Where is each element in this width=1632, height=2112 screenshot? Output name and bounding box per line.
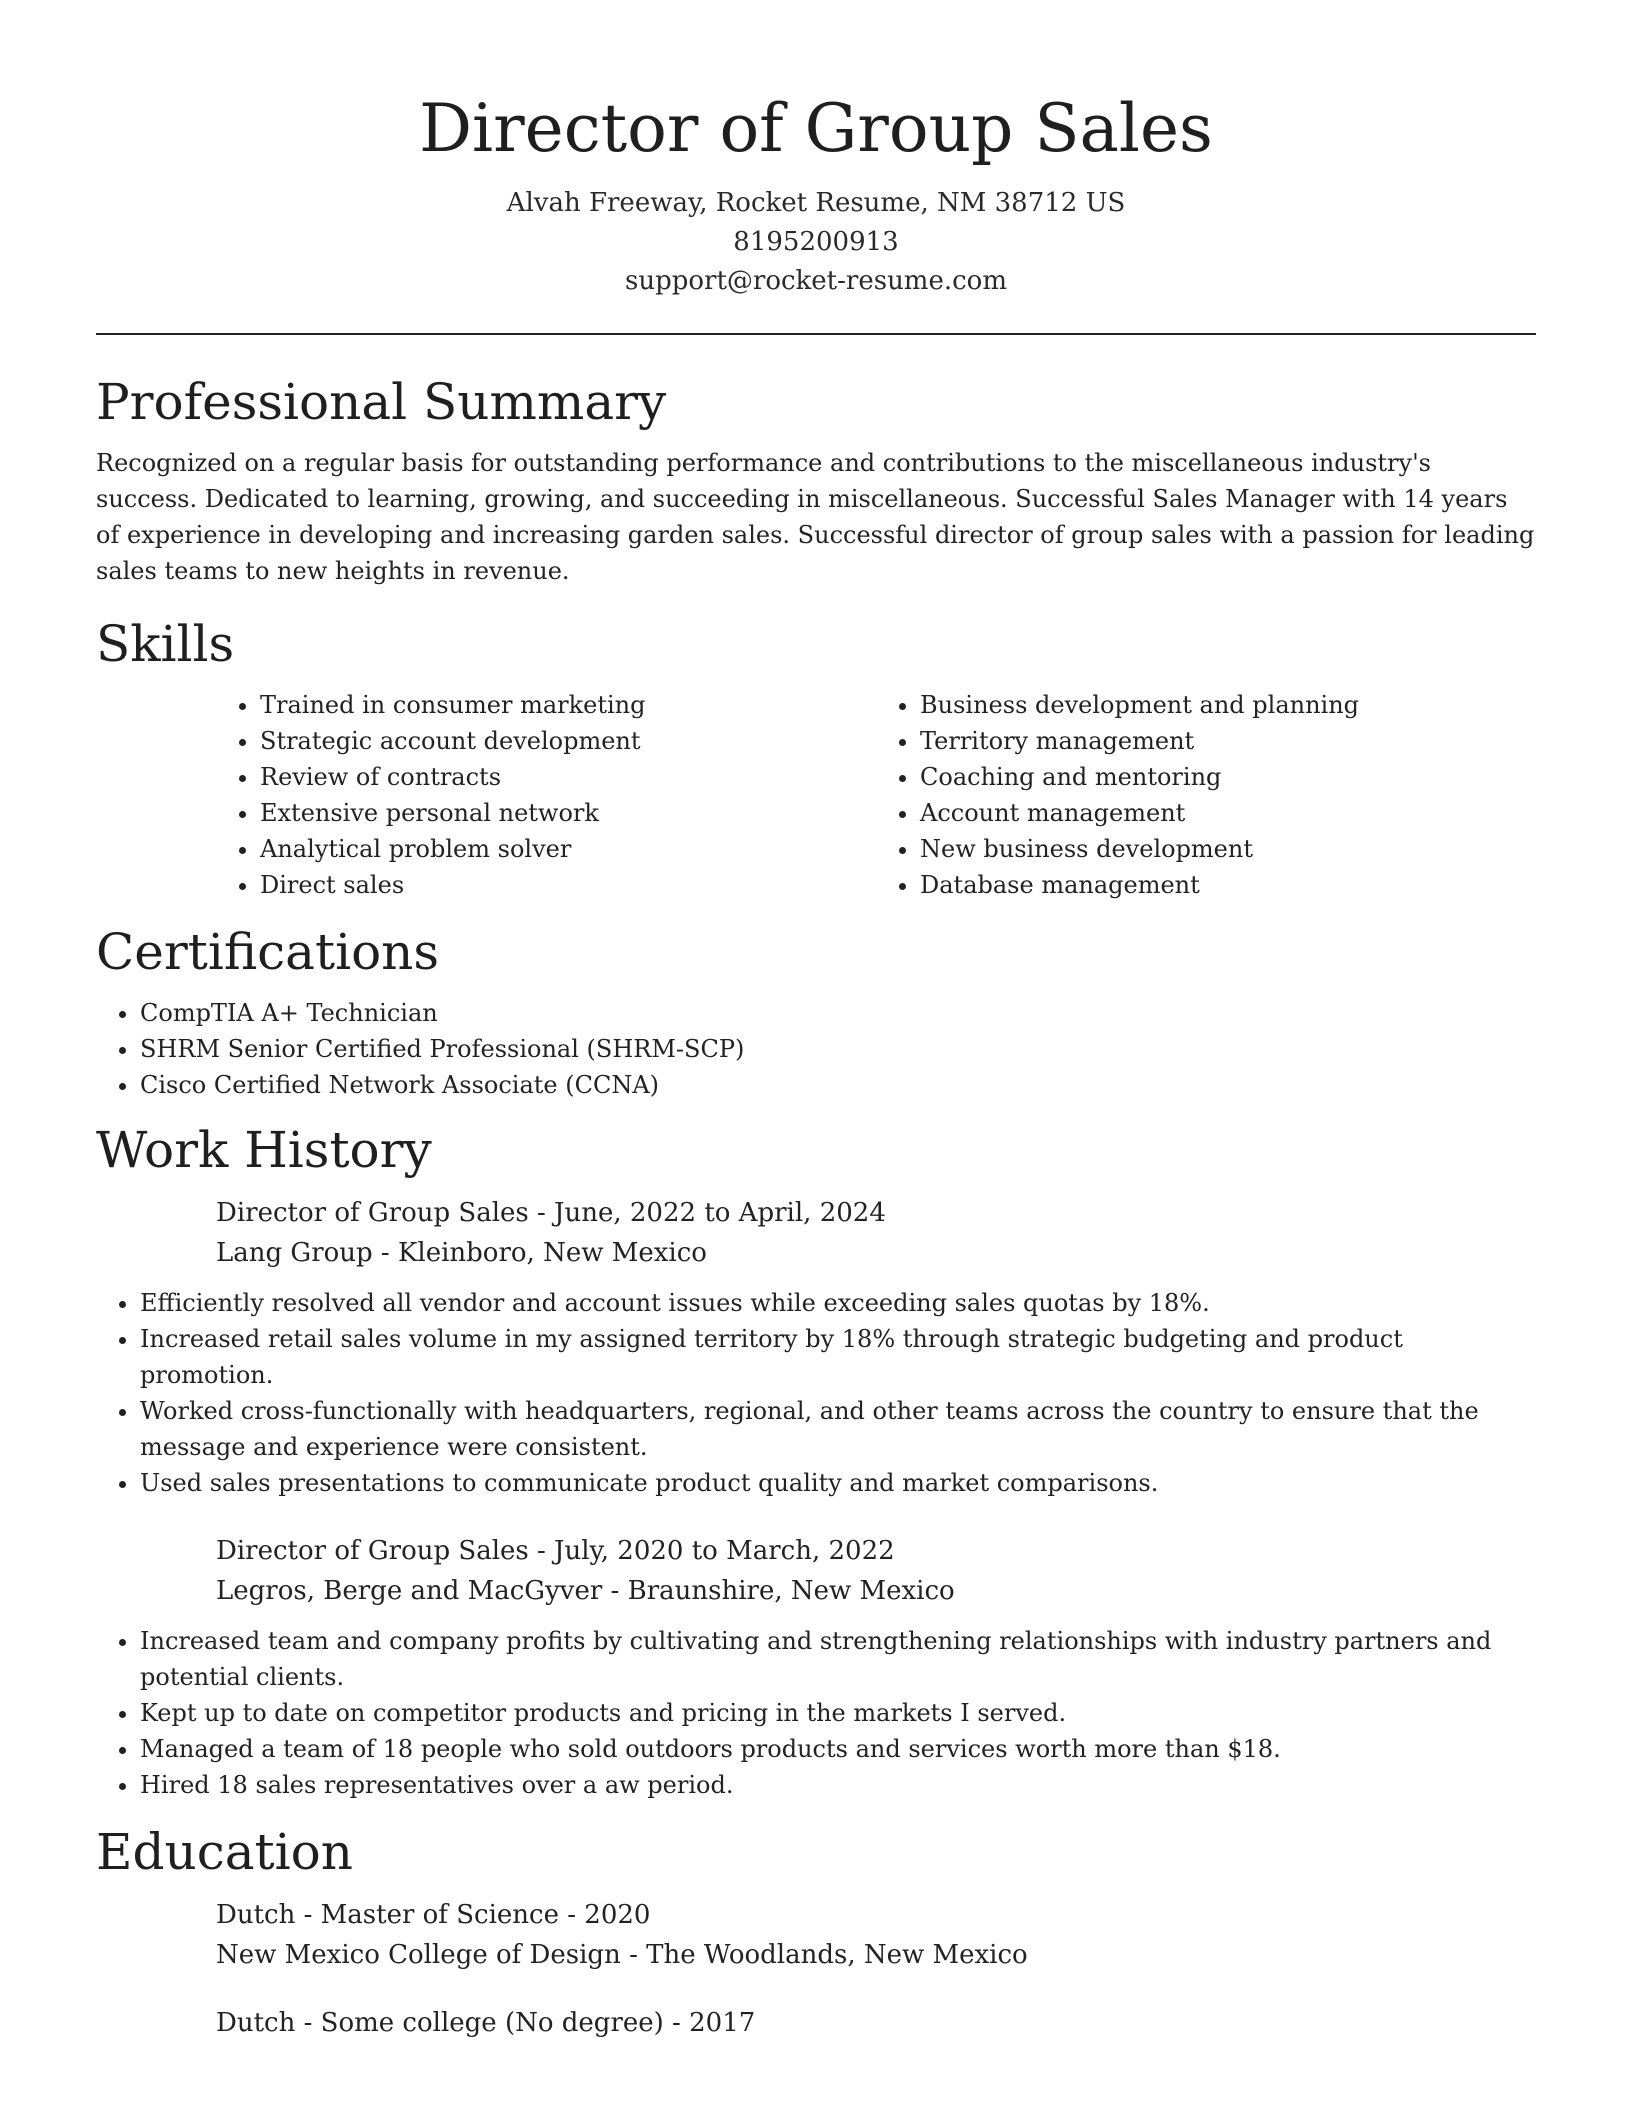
skill-item: • Territory management bbox=[920, 723, 1536, 759]
job-bullet: • Hired 18 sales representatives over a aw period. bbox=[140, 1767, 1536, 1803]
education-entry bbox=[216, 1895, 1536, 1975]
summary-text: Recognized on a regular basis for outstanding performance and contributions to the miscellaneous industry's success. Dedicated to learning, growing, and succeeding in miscellaneous. Successful Sales Manager with 14 years of experience in developing and increasing garden sales. Successful director of group sales with a passion for leading sales teams to new heights in revenue. bbox=[96, 449, 1535, 585]
job-bullets bbox=[96, 1623, 1536, 1803]
job-title-line: Director of Group Sales - July, 2020 to March, 2022 bbox=[216, 1536, 895, 1566]
skill-item: • Analytical problem solver bbox=[260, 831, 876, 867]
skill-item: • New business development bbox=[920, 831, 1536, 867]
summary-heading: Professional Summary bbox=[96, 373, 667, 431]
skill-item: • Extensive personal network bbox=[260, 795, 876, 831]
certification-item: • CompTIA A+ Technician bbox=[140, 995, 1536, 1031]
certification-item: • Cisco Certified Network Associate (CCNA) bbox=[140, 1067, 1536, 1103]
resume-page bbox=[96, 0, 1536, 2043]
work-history-heading: Work History bbox=[96, 1121, 432, 1179]
skills-column-left bbox=[216, 687, 876, 903]
header-divider bbox=[96, 333, 1536, 335]
job-bullet: • Kept up to date on competitor products and pricing in the markets I served. bbox=[140, 1695, 1536, 1731]
skill-item: • Direct sales bbox=[260, 867, 876, 903]
education-degree-line: Dutch - Master of Science - 2020 bbox=[216, 1900, 651, 1930]
job-entry bbox=[216, 1531, 1536, 1611]
certifications-heading: Certifications bbox=[96, 923, 440, 981]
resume-title: Director of Group Sales bbox=[419, 90, 1213, 167]
skills-column-right bbox=[876, 687, 1536, 903]
contact-block bbox=[96, 184, 1536, 301]
job-bullet: • Increased team and company profits by cultivating and strengthening relationships with industry partners and potential clients. bbox=[140, 1623, 1536, 1695]
job-company-line: Lang Group - Kleinboro, New Mexico bbox=[216, 1238, 707, 1268]
skill-item: • Coaching and mentoring bbox=[920, 759, 1536, 795]
education-heading: Education bbox=[96, 1823, 353, 1881]
phone-text: 8195200913 bbox=[733, 227, 899, 257]
skills-list bbox=[216, 687, 1536, 903]
job-bullet: • Used sales presentations to communicate product quality and market comparisons. bbox=[140, 1465, 1536, 1501]
skill-item: • Review of contracts bbox=[260, 759, 876, 795]
skills-heading: Skills bbox=[96, 615, 235, 673]
skill-item: • Strategic account development bbox=[260, 723, 876, 759]
skill-item: • Database management bbox=[920, 867, 1536, 903]
job-entry bbox=[216, 1193, 1536, 1273]
address-text: Alvah Freeway, Rocket Resume, NM 38712 US bbox=[506, 188, 1126, 218]
job-bullet: • Efficiently resolved all vendor and account issues while exceeding sales quotas by 18%. bbox=[140, 1285, 1536, 1321]
skill-item: • Trained in consumer marketing bbox=[260, 687, 876, 723]
job-title-line: Director of Group Sales - June, 2022 to April, 2024 bbox=[216, 1198, 886, 1228]
email-text: support@rocket-resume.com bbox=[624, 266, 1007, 296]
job-bullet: • Increased retail sales volume in my assigned territory by 18% through strategic budgeting and product promotion. bbox=[140, 1321, 1536, 1393]
skill-item: • Business development and planning bbox=[920, 687, 1536, 723]
skill-item: • Account management bbox=[920, 795, 1536, 831]
job-company-line: Legros, Berge and MacGyver - Braunshire, New Mexico bbox=[216, 1576, 955, 1606]
certification-item: • SHRM Senior Certified Professional (SHRM-SCP) bbox=[140, 1031, 1536, 1067]
job-bullet: • Managed a team of 18 people who sold outdoors products and services worth more than $18. bbox=[140, 1731, 1536, 1767]
education-school-line: New Mexico College of Design - The Woodlands, New Mexico bbox=[216, 1940, 1028, 1970]
job-bullet: • Worked cross-functionally with headquarters, regional, and other teams across the country to ensure that the message and experience were consistent. bbox=[140, 1393, 1536, 1465]
certifications-list bbox=[96, 995, 1536, 1103]
job-bullets bbox=[96, 1285, 1536, 1501]
education-degree-line: Dutch - Some college (No degree) - 2017 bbox=[216, 2008, 756, 2038]
education-entry bbox=[216, 2003, 1536, 2043]
